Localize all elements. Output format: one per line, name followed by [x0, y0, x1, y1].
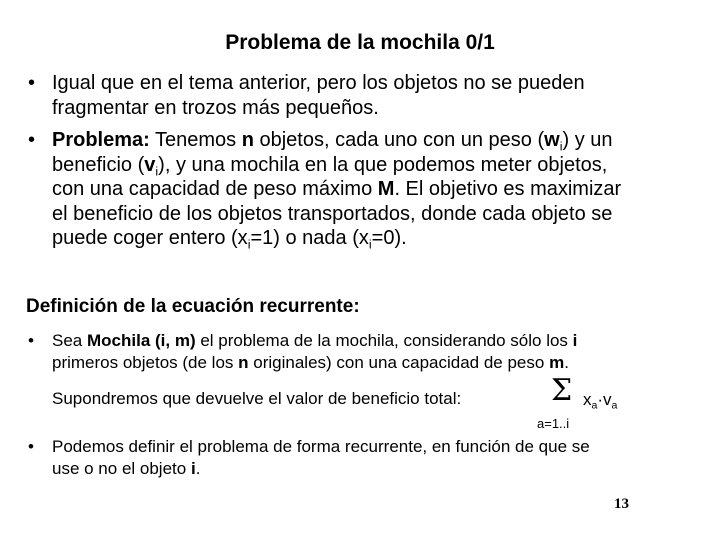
def-bullet-2-line-2: [52, 458, 712, 480]
text-span: .: [564, 353, 569, 372]
subscript: i: [247, 237, 251, 252]
sigma-symbol: Σ: [551, 373, 573, 408]
text-span: =1) o nada (x: [250, 227, 369, 249]
var-x: x: [583, 390, 592, 409]
var-n: n: [241, 129, 254, 151]
intro-bullet-1-line-2: fragmentar en trozos más pequeños.: [52, 96, 379, 119]
var-i: i: [190, 459, 196, 478]
def-bullet-1-line-2: [52, 352, 712, 374]
var-M: M: [377, 178, 395, 200]
dot-operator: ·: [597, 390, 604, 409]
intro-bullet-2-line-1: [52, 128, 712, 153]
text-span: objetos, cada uno con un peso (: [253, 129, 545, 151]
text-span: primeros objetos (de los: [52, 353, 239, 372]
subscript: a: [591, 399, 598, 412]
subscript: i: [155, 163, 159, 178]
text-span: puede coger entero (x: [52, 227, 248, 249]
text-span: originales) con una capacidad de peso: [248, 353, 550, 372]
intro-bullet-2-line-2: [52, 153, 712, 178]
sum-term: [583, 390, 617, 410]
bullet-marker: •: [28, 331, 34, 350]
var-w: w: [544, 129, 560, 151]
text-span: ), y una mochila en la que podemos meter objetos,: [158, 153, 608, 176]
var-n: n: [238, 353, 249, 372]
subscript: i: [368, 237, 372, 252]
intro-bullet-2-line-3: [52, 177, 712, 202]
var-m: m: [549, 353, 565, 372]
sum-limits: a=1..i: [537, 416, 570, 431]
var-v: v: [144, 153, 156, 176]
slide-title: Problema de la mochila 0/1: [225, 31, 495, 54]
text-span: =0).: [371, 227, 407, 249]
intro-bullet-2-line-5: [52, 226, 712, 251]
bullet-marker: •: [28, 437, 34, 456]
text-span: el problema de la mochila, considerando sólo los: [195, 331, 573, 350]
section-title: Definición de la ecuación recurrente:: [26, 296, 360, 317]
text-span: use o no el objeto: [52, 459, 191, 478]
intro-bullet-2-line-4: el beneficio de los objetos transportados, donde cada objeto se: [52, 202, 613, 225]
mochila-term: Mochila (i, m): [86, 331, 196, 350]
text-span: con una capacidad de peso máximo: [52, 178, 378, 200]
def-bullet-2-line-1: Podemos definir el problema de forma recurrente, en función de que se: [52, 437, 590, 456]
var-i: i: [572, 331, 578, 350]
bullet-marker: •: [28, 72, 36, 94]
sum-sentence: Supondremos que devuelve el valor de beneficio total:: [52, 389, 462, 408]
bullet-marker: •: [28, 129, 36, 151]
text-span: .: [195, 459, 201, 478]
text-span: Tenemos: [149, 129, 242, 151]
def-bullet-1-line-1: [52, 330, 712, 352]
text-span: . El objetivo es maximizar: [394, 178, 622, 200]
problem-label: Problema:: [52, 129, 150, 151]
subscript: a: [611, 399, 618, 412]
subscript: i: [559, 139, 563, 154]
text-span: Sea: [52, 331, 87, 350]
page-number: 13: [614, 496, 629, 512]
var-v: v: [603, 390, 612, 409]
text-span: beneficio (: [52, 153, 145, 176]
text-span: ) y un: [562, 129, 613, 151]
intro-bullet-1-line-1: Igual que en el tema anterior, pero los objetos no se pueden: [52, 72, 585, 94]
